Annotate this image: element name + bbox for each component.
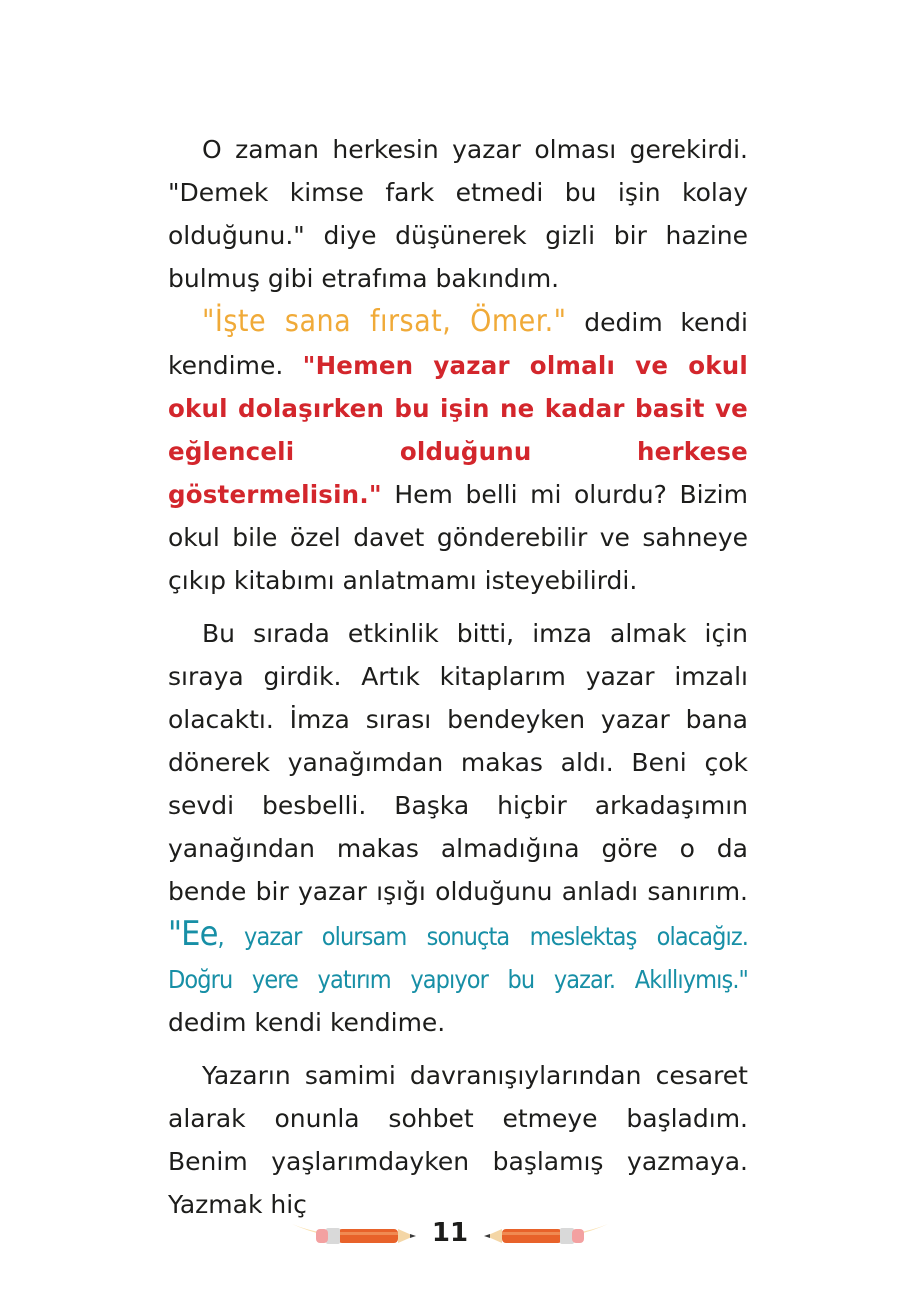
red-quote: "Hemen yazar olmalı ve okul okul dolaşırken bu işin ne kadar basit ve eğlenceli olduğunu herkese göstermelisin." <box>168 351 748 509</box>
paragraph-4: Yazarın samimi davranışıylarından cesaret alarak onunla sohbet etmeye başladım. Benim yaşlarımdayken başlamış yazmaya. Yazmak hiç <box>168 1061 748 1219</box>
paragraph-2 <box>168 300 748 602</box>
paragraph-3 <box>168 612 748 1044</box>
left-pencil-icon <box>316 1228 416 1244</box>
body-text <box>168 128 748 1226</box>
plain-text: dedim kendi kendime. <box>168 308 748 380</box>
teal-quote <box>168 914 748 994</box>
plain-text: Hem belli mi olurdu? Bizim okul bile özel davet gönderebilir ve sahneye çıkıp kitabımı anlatmamı isteyebilirdi. <box>168 480 748 595</box>
plain-text: Bu sırada etkinlik bitti, imza almak için sıraya girdik. Artık kitaplarım yazar imzalı olacaktı. İmza sırası bendeyken yazar bana dönerek yanağımdan makas aldı. Beni çok sevdi besbelli. Başka hiçbir arkadaşımın yanağından makas almadığına göre o da bende bir yazar ışığı olduğunu anladı sanırım. <box>168 619 748 906</box>
teal-quote-start: "Ee <box>168 914 218 954</box>
right-pencil-icon <box>484 1228 584 1244</box>
orange-quote: "İşte sana fırsat, Ömer." <box>202 304 567 339</box>
teal-quote-rest: , yazar olursam sonuçta meslektaş olacağız. Doğru yere yatırım yapıyor bu yazar. Akıllıymış." <box>168 922 748 994</box>
page-number: 11 <box>431 1218 469 1248</box>
plain-text: dedim kendi kendime. <box>168 1008 446 1037</box>
paragraph-1: O zaman herkesin yazar olması gerekirdi. "Demek kimse fark etmedi bu işin kolay olduğunu." diye düşünerek gizli bir hazine bulmuş gibi etrafıma bakındım. <box>168 135 748 293</box>
